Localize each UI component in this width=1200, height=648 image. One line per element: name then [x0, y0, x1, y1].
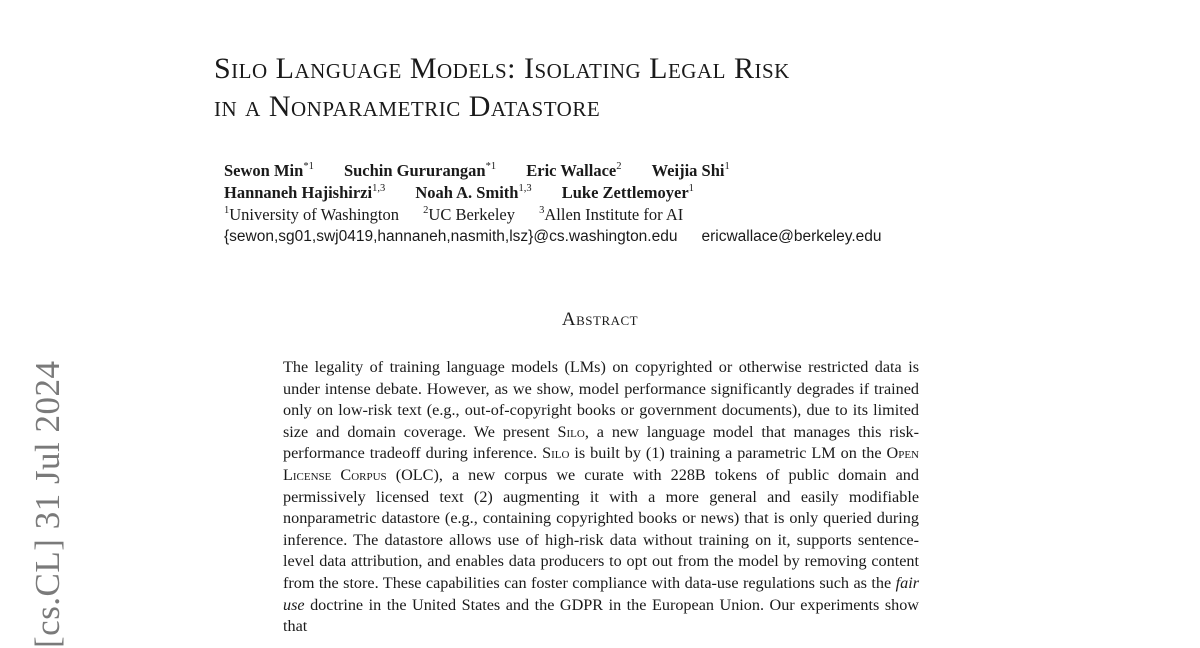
title-line-2: in a Nonparametric Datastore — [214, 90, 601, 123]
author-row-1 — [224, 160, 882, 182]
arxiv-identifier-stamp: [cs.CL] 31 Jul 2024 — [28, 360, 67, 648]
author-name: Sewon Min$^{*1}$ — [224, 161, 314, 180]
author-name: Suchin Gururangan$^{*1}$ — [343, 161, 497, 180]
abstract-text: The legality of training language models (LMs) on copyrighted or otherwise restricted data is under intense debate. However, as we show, model performance significantly degrades if trained only on low-risk text (e.g., out-of-copyright books or government documents), due to its limited size and domain coverage. We present Silo, a new language model that manages this risk-performance tradeoff during inference. Silo is built by (1) training a parametric LM on the Open License Corpus (OLC), a new corpus we curate with 228B tokens of public domain and permissively licensed text (2) augmenting it with a more general and easily modifiable nonparametric datastore (e.g., containing copyrighted books or news) that is only queried during inference. The datastore allows use of high-risk data without training on it, supports sentence-level data attribution, and enables data producers to opt out from the model by removing content from the store. These capabilities can foster compliance with data-use regulations such as the fair use doctrine in the United States and the GDPR in the European Union. Our experiments show that — [283, 358, 919, 636]
email-address[interactable]: ericwallace@berkeley.edu — [701, 228, 882, 245]
author-block — [224, 160, 882, 248]
affiliations — [224, 204, 882, 226]
affiliation: $^2$UC Berkeley — [423, 205, 516, 224]
abstract-heading: Abstract — [561, 309, 639, 330]
paper-title — [214, 50, 1014, 126]
affiliation: $^1$University of Washington — [224, 205, 400, 224]
email-address[interactable]: {sewon,sg01,swj0419,hannaneh,nasmith,lsz}@cs.washington.edu — [224, 228, 678, 245]
author-row-2 — [224, 182, 882, 204]
affiliation: $^3$Allen Institute for AI — [539, 205, 684, 224]
author-name: Noah A. Smith$^{1,3}$ — [415, 183, 532, 202]
author-name: Eric Wallace$^2$ — [526, 161, 622, 180]
author-emails — [224, 226, 882, 248]
author-name: Luke Zettlemoyer$^1$ — [561, 183, 694, 202]
author-name: Weijia Shi$^1$ — [651, 161, 730, 180]
title-line-1: Silo Language Models: Isolating Legal Risk — [214, 52, 790, 85]
author-name: Hannaneh Hajishirzi$^{1,3}$ — [224, 183, 386, 202]
